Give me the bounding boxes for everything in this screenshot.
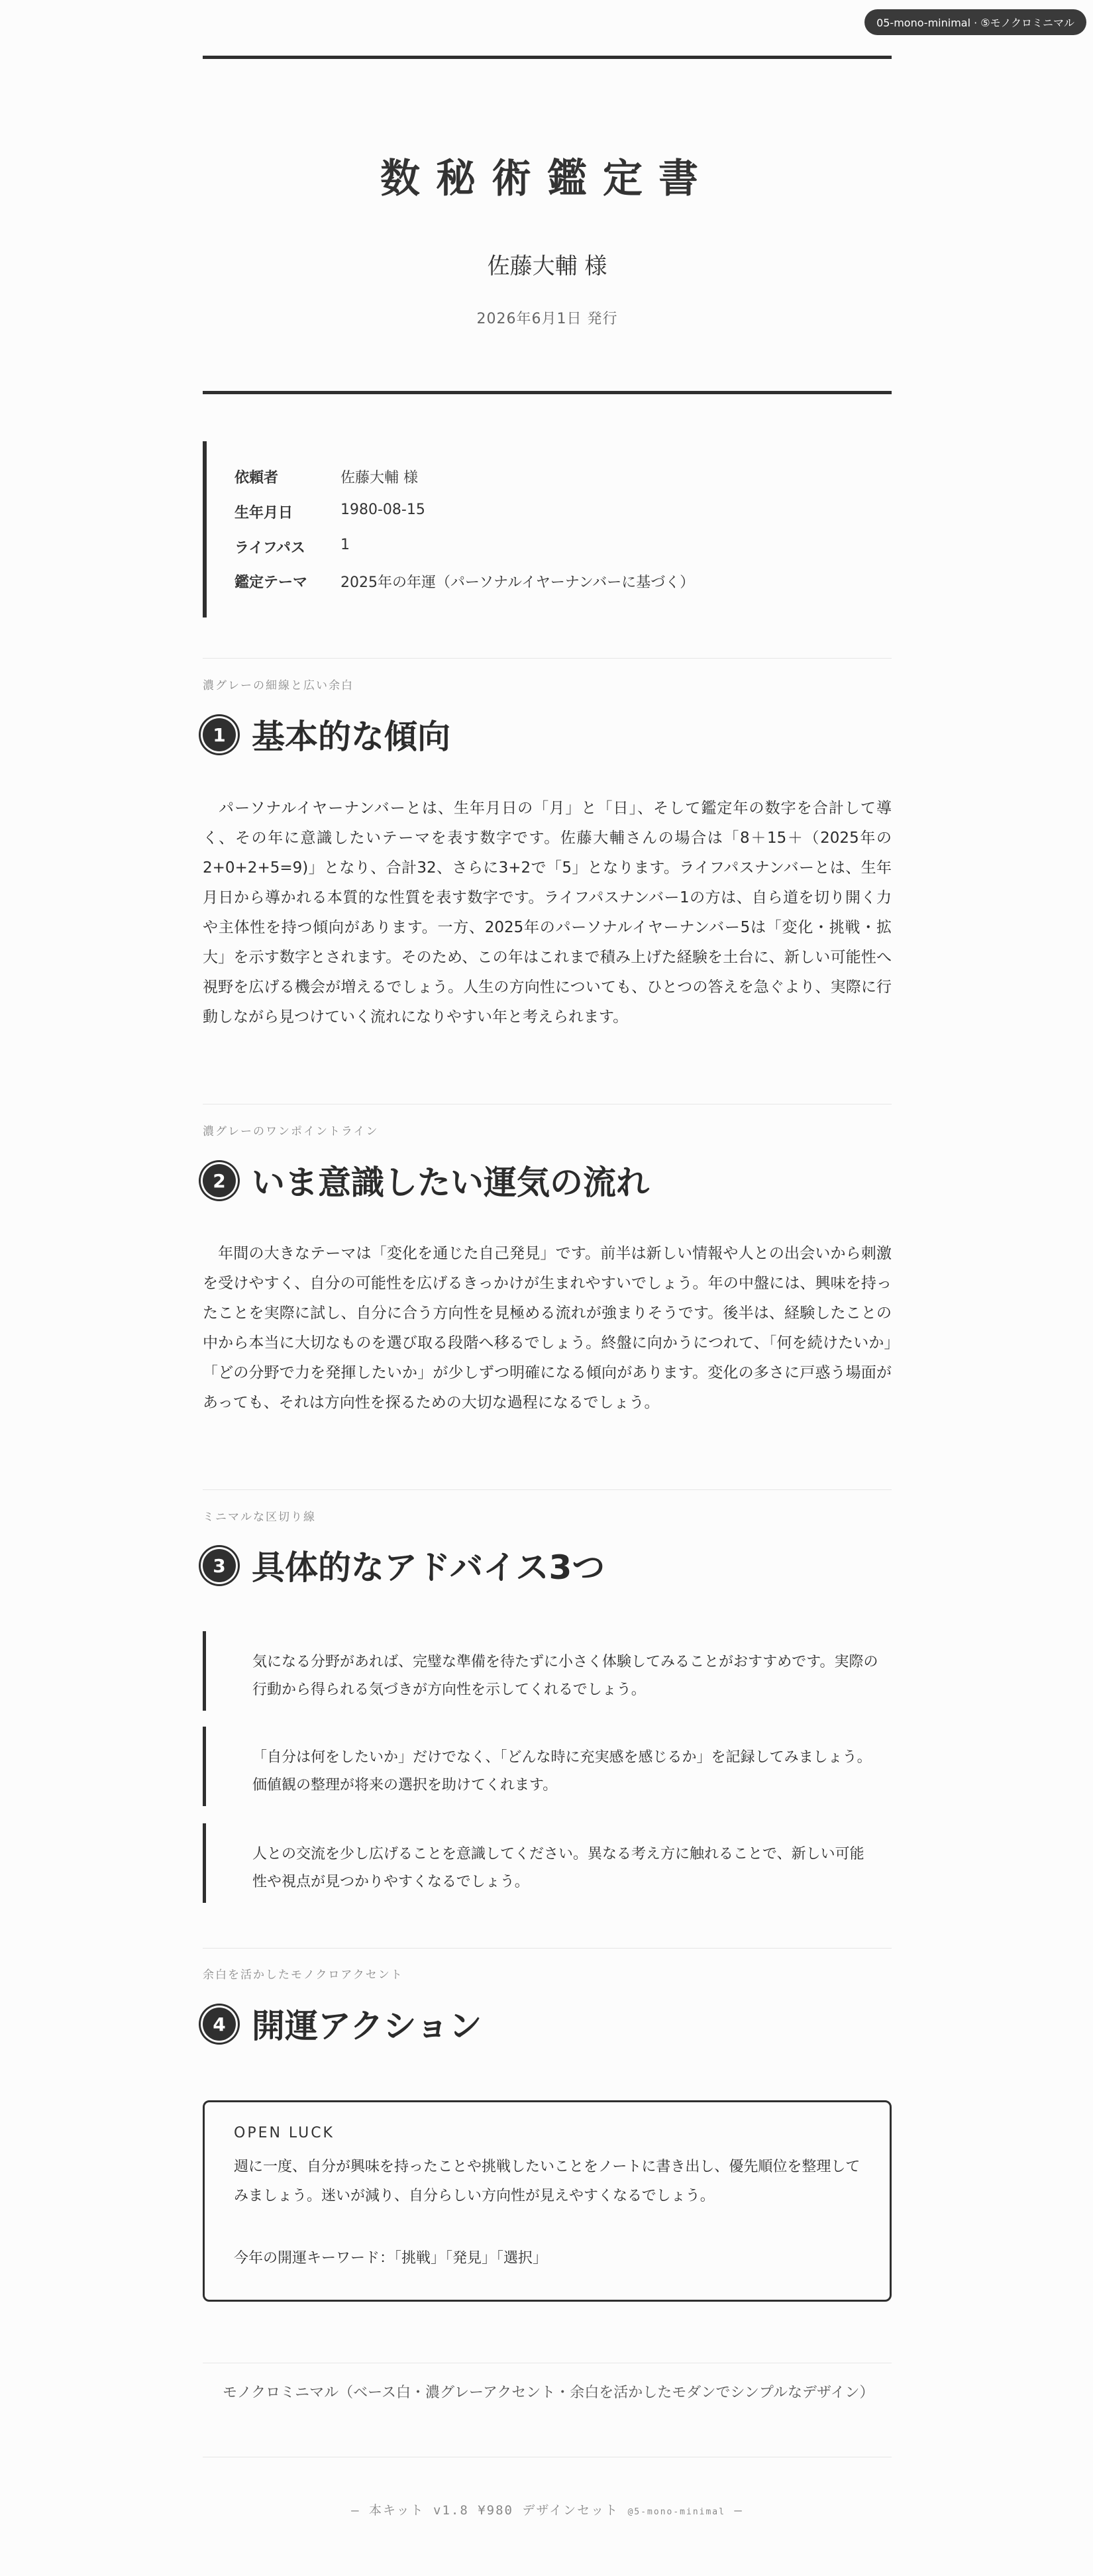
credit-end: — — [734, 2503, 743, 2518]
section-caption: 濃グレーの細線と広い余白 — [203, 679, 354, 692]
info-label: 生年月日 — [234, 505, 293, 521]
info-value: 1980-08-15 — [340, 502, 425, 518]
section-title: いま意識したい運気の流れ — [252, 1163, 649, 1202]
section-number-icon: 2 — [203, 1164, 236, 1197]
client-name: 佐藤大輔 様 — [487, 253, 607, 280]
document-title: 数秘術鑑定書 — [380, 156, 714, 202]
section-divider — [203, 1948, 892, 1949]
theme-badge: 05-mono-minimal · ⑤モノクロミニマル — [864, 9, 1086, 35]
kit-credit — [203, 2500, 892, 2518]
design-description: モノクロミニマル（ベース白・濃グレーアクセント・余白を活かしたモダンでシンプルなデザイン） — [223, 2385, 874, 2401]
credit-text: — 本キット v1.8 ¥980 デザインセット — [351, 2503, 619, 2518]
advice-item — [203, 1631, 892, 1711]
section-title: 基本的な傾向 — [252, 718, 450, 756]
open-luck-label: OPEN LUCK — [234, 2125, 335, 2141]
header-divider — [203, 391, 892, 394]
section-body: 年間の大きなテーマは「変化を通じた自己発見」です。前半は新しい情報や人との出会いから刺激を受けやすく、自分の可能性を広げるきっかけが生まれやすいでしょう。年の中盤には、興味を持ったことを実際に試し、自分に合う方向性を見極める流れが強まりそうです。後半は、経験したことの中から本当に大切なものを選び取る段階へ移るでしょう。終盤に向かうにつれて、「何を続けたいか」「どの分野で力を発揮したいか」が少しずつ明確になる傾向があります。変化の多さに戸惑う場面があっても、それは方向性を探るための大切な過程になるでしょう。 — [203, 1245, 892, 1411]
section-number-icon: 1 — [203, 718, 236, 751]
issue-date: 2026年6月1日 発行 — [476, 311, 618, 327]
info-label: ライフパス — [234, 540, 305, 557]
advice-text: 「自分は何をしたいか」だけでなく、「どんな時に充実感を感じるか」を記録してみましょう。価値観の整理が将来の選択を助けてくれます。 — [252, 1749, 872, 1794]
advice-text: 気になる分野があれば、完璧な準備を待たずに小さく体験してみることがおすすめです。実際の行動から得られる気づきが方向性を示してくれるでしょう。 — [252, 1654, 878, 1698]
section-title: 具体的なアドバイス3つ — [252, 1548, 605, 1587]
top-divider — [203, 56, 892, 59]
info-value: 2025年の年運（パーソナルイヤーナンバーに基づく） — [340, 574, 695, 591]
advice-item — [203, 1727, 892, 1806]
section-caption: ミニマルな区切り線 — [203, 1511, 316, 1524]
credit-handle: @5-mono-minimal — [627, 2507, 725, 2517]
section-number-icon: 4 — [203, 2008, 236, 2041]
info-label: 鑑定テーマ — [234, 574, 308, 591]
section-divider — [203, 1489, 892, 1490]
info-value: 佐藤大輔 様 — [340, 470, 418, 486]
advice-text: 人との交流を少し広げることを意識してください。異なる考え方に触れることで、新しい可能性や視点が見つかりやすくなるでしょう。 — [252, 1846, 864, 1890]
section-caption: 余白を活かしたモノクロアクセント — [203, 1968, 403, 1982]
info-label: 依頼者 — [234, 470, 279, 486]
section-divider — [203, 658, 892, 659]
open-luck-text: 週に一度、自分が興味を持ったことや挑戦したいことをノートに書き出し、優先順位を整理してみましょう。迷いが減り、自分らしい方向性が見えやすくなるでしょう。 — [234, 2159, 860, 2204]
section-number-icon: 3 — [203, 1549, 236, 1582]
open-luck-box — [203, 2100, 892, 2302]
lucky-keywords: 今年の開運キーワード：「挑戦」「発見」「選択」 — [234, 2250, 548, 2267]
advice-item — [203, 1823, 892, 1903]
section-body: パーソナルイヤーナンバーとは、生年月日の「月」と「日」、そして鑑定年の数字を合計して導く、その年に意識したいテーマを表す数字です。佐藤大輔さんの場合は「8＋15＋（2025年の2+0+2+5=9)」となり、合計32、さらに3+2で「5」となります。ライフパスナンバーとは、生年月日から導かれる本質的な性質を表す数字です。ライフパスナンバー1の方は、自ら道を切り開く力や主体性を持つ傾向があります。一方、2025年のパーソナルイヤーナンバー5は「変化・挑戦・拡大」を示す数字とされます。そのため、この年はこれまで積み上げた経験を土台に、新しい可能性へ視野を広げる機会が増えるでしょう。人生の方向性についても、ひとつの答えを急ぐより、実際に行動しながら見つけていく流れになりやすい年と考えられます。 — [203, 800, 892, 1026]
client-info-panel — [203, 441, 869, 617]
section-caption: 濃グレーのワンポイントライン — [203, 1125, 379, 1138]
info-value: 1 — [340, 537, 350, 553]
section-title: 開運アクション — [252, 2007, 482, 2045]
